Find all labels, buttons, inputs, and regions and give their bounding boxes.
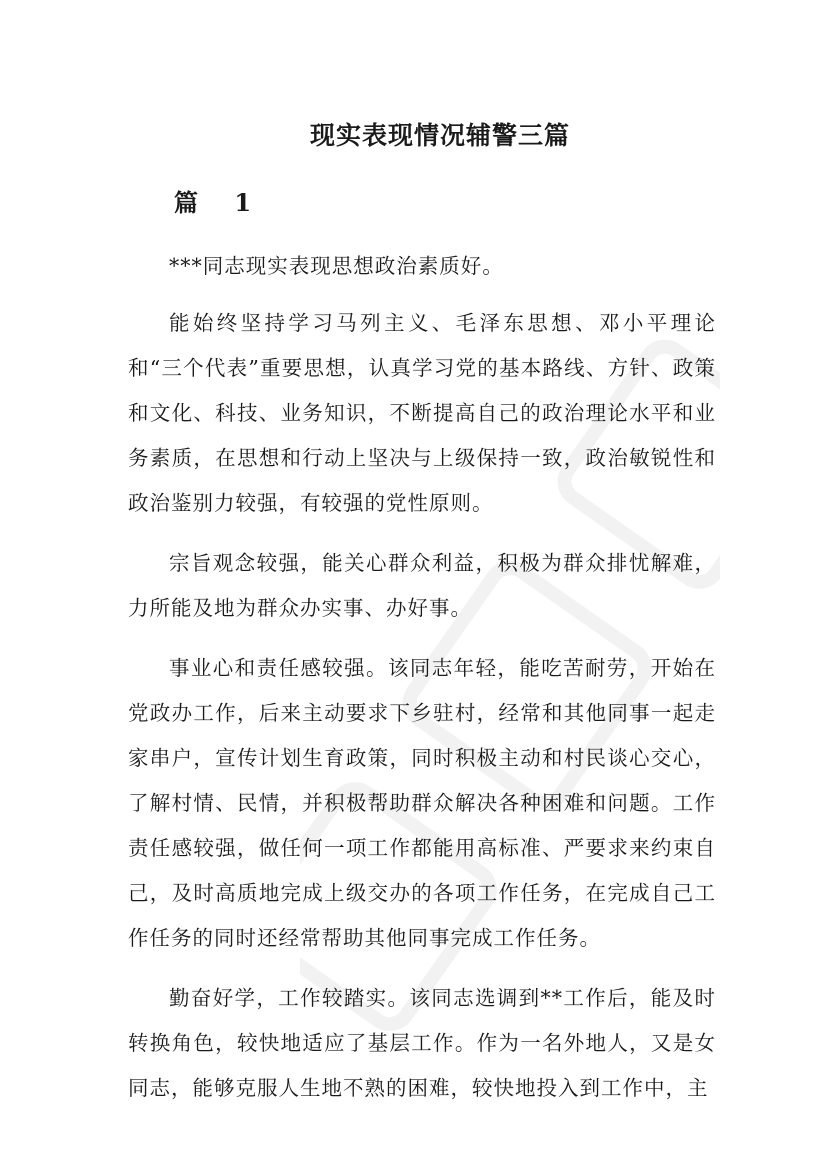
paragraph-4: 事业心和责任感较强。该同志年轻，能吃苦耐劳，开始在党政办工作，后来主动要求下乡驻村，经常和其他同事一起走家串户，宣传计划生育政策，同时积极主动和村民谈心交心，了解村情、民情，并积极帮助群众解决各种困难和问题。工作责任感较强，做任何一项工作都能用高标准、严要求来约束自己，及时高质地完成上级交办的各项工作任务，在完成自己工作任务的同时还经常帮助其他同事完成工作任务。	[128, 656, 716, 950]
document-title: 现实表现情况辅警三篇	[309, 121, 570, 150]
paragraph-2: 能始终坚持学习马列主义、毛泽东思想、邓小平理论和“三个代表”重要思想，认真学习党的基本路线、方针、政策和文化、科技、业务知识，不断提高自己的政治理论水平和业务素质，在思想和行动上坚决与上级保持一致，政治敏锐性和政治鉴别力较强，有较强的党性原则。	[128, 311, 716, 515]
paragraph-1: ***同志现实表现思想政治素质好。	[169, 254, 504, 278]
paragraph-3: 宗旨观念较强，能关心群众利益，积极为群众排忧解难，力所能及地为群众办实事、办好事。	[128, 551, 716, 620]
paragraph-5: 勤奋好学，工作较踏实。该同志选调到**工作后，能及时转换角色，较快地适应了基层工作。作为一名外地人，又是女同志，能够克服人生地不熟的困难，较快地投入到工作中，主	[128, 986, 716, 1100]
section-heading: 篇 1	[174, 188, 266, 217]
document-body	[128, 244, 716, 1126]
